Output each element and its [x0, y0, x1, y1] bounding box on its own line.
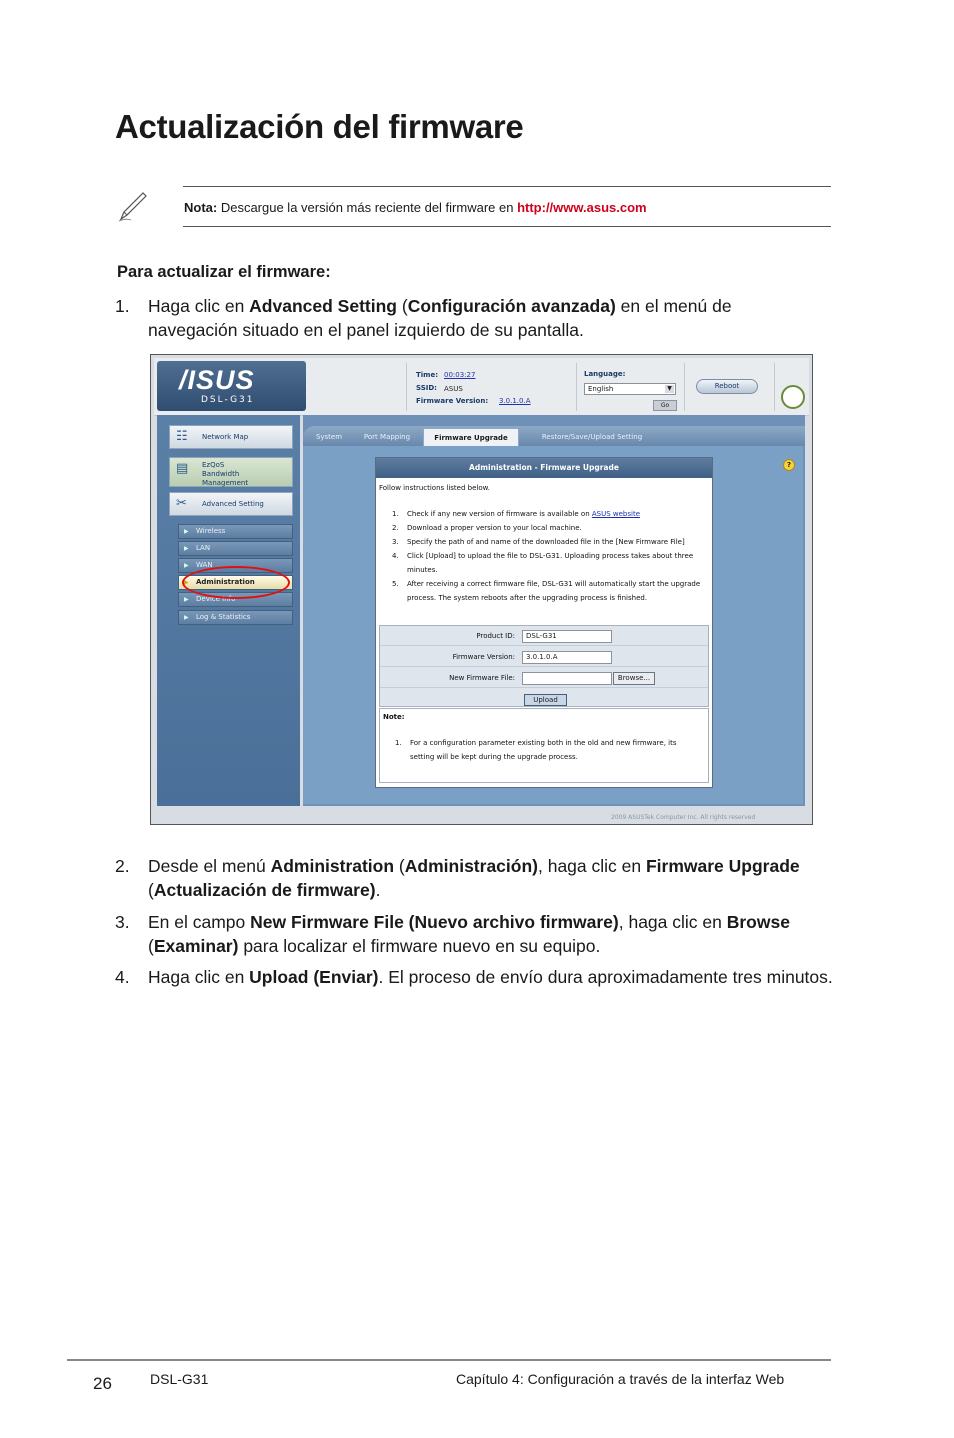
triangle-icon: ▶	[184, 596, 189, 603]
ui-header	[154, 358, 809, 416]
sidebar-sub-log-statistics[interactable]	[178, 610, 293, 625]
note-line: For a configuration parameter existing both in the old and new firmware, its	[410, 739, 677, 747]
page-number: 26	[93, 1374, 112, 1393]
firmware-value[interactable]: 3.0.1.0.A	[499, 397, 531, 405]
sidebar-sub-label: Log & Statistics	[196, 613, 251, 621]
sidebar-sub-label: Administration	[196, 578, 255, 586]
note-line: setting will be kept during the upgrade process.	[410, 753, 578, 761]
sidebar-sub-label: WAN	[196, 561, 213, 569]
firmware-upgrade-panel	[375, 457, 713, 788]
language-select[interactable]	[584, 383, 676, 395]
brand-logo-text: /ISUS	[179, 365, 255, 395]
sidebar-sub-label: LAN	[196, 544, 211, 552]
footer-chapter: Capítulo 4: Configuración a través de la interfaz Web	[456, 1371, 785, 1387]
instruction-text: Check if any new version of firmware is available on	[407, 510, 592, 518]
step-number: 3.	[115, 912, 130, 932]
highlight-circle	[182, 566, 290, 599]
firmware-version-field: 3.0.1.0.A	[522, 651, 612, 664]
step-text-segment: Administration	[270, 856, 395, 876]
go-button[interactable]: Go	[653, 400, 677, 411]
step-text-segment: Haga clic en	[148, 296, 250, 316]
upload-button[interactable]: Upload	[524, 694, 567, 706]
new-firmware-file-label: New Firmware File:	[449, 674, 515, 682]
product-id-label: Product ID:	[476, 632, 515, 640]
language-value: English	[588, 385, 614, 393]
instruction-4-cont: minutes.	[407, 566, 438, 574]
step-2-text	[148, 854, 808, 902]
instruction-1	[407, 510, 640, 519]
sidebar-sub-label: Wireless	[196, 527, 226, 535]
network-icon: ☷	[176, 429, 188, 444]
step-text-segment: Actualización de firmware)	[153, 880, 376, 900]
panel-title: Administration - Firmware Upgrade	[376, 458, 712, 478]
instruction-number: 4.	[392, 552, 399, 560]
sidebar-item-label: EzQoS Bandwidth Management	[202, 461, 249, 487]
step-text-segment: , haga clic en	[618, 912, 727, 932]
step-text-segment: New Firmware File (Nuevo archivo firmware)	[250, 912, 619, 932]
note-rule-bottom	[183, 226, 831, 227]
sidebar-sub-wireless[interactable]	[178, 524, 293, 539]
step-text-segment: (	[394, 856, 405, 876]
main-content	[303, 415, 805, 806]
sidebar-item-network-map[interactable]	[169, 425, 293, 449]
tab-system[interactable]: System	[315, 433, 343, 441]
asus-logo	[157, 361, 306, 411]
ssid-label: SSID:	[416, 384, 437, 392]
ssid-value: ASUS	[444, 385, 463, 393]
page-title: Actualización del firmware	[115, 108, 524, 145]
step-text-segment: Desde el menú	[148, 856, 271, 876]
tools-icon: ✂	[176, 496, 187, 511]
product-id-field: DSL-G31	[522, 630, 612, 643]
step-text-segment: , haga clic en	[537, 856, 646, 876]
sidebar-sub-label: Device Info	[196, 595, 236, 603]
sidebar-item-label: Network Map	[202, 433, 249, 441]
router-web-ui-screenshot	[150, 354, 813, 825]
new-firmware-file-input[interactable]	[522, 672, 612, 685]
step-text-segment: En el campo	[148, 912, 251, 932]
model-label: DSL-G31	[201, 395, 255, 405]
step-3-text	[148, 910, 808, 958]
step-text-segment: Haga clic en	[148, 967, 250, 987]
content-area	[303, 446, 803, 804]
procedure-heading: Para actualizar el firmware:	[117, 263, 331, 281]
triangle-icon: ▶	[184, 545, 189, 552]
instruction-2: Download a proper version to your local machine.	[407, 524, 582, 532]
note-box	[379, 708, 709, 783]
language-label: Language:	[584, 370, 626, 378]
instruction-number: 1.	[392, 510, 399, 518]
form-row-version	[380, 647, 708, 667]
asus-website-link[interactable]: ASUS website	[591, 510, 641, 518]
copyright: 2009 ASUSTek Computer Inc. All rights reserved	[611, 814, 756, 821]
sidebar	[157, 415, 300, 806]
step-text-segment: Upload (Enviar)	[249, 967, 379, 987]
sidebar-item-advanced-setting[interactable]	[169, 492, 293, 516]
step-number: 2.	[115, 856, 130, 876]
step-text-segment: Configuración avanzada)	[407, 296, 616, 316]
tab-port-mapping[interactable]: Port Mapping	[363, 433, 411, 441]
footer-rule	[67, 1359, 831, 1361]
firmware-version-label: Firmware Version:	[452, 653, 515, 661]
tab-firmware-upgrade[interactable]: Firmware Upgrade	[423, 428, 519, 446]
triangle-icon: ▶	[184, 579, 189, 586]
chevron-down-icon: ▼	[665, 385, 674, 393]
firmware-form	[379, 625, 709, 707]
step-text-segment: Advanced Setting	[249, 296, 397, 316]
step-text-segment: Administración)	[404, 856, 538, 876]
bandwidth-icon: ▤	[176, 461, 189, 476]
triangle-icon: ▶	[184, 614, 189, 621]
form-row-product	[380, 626, 708, 646]
sidebar-item-label: Advanced Setting	[202, 500, 264, 508]
form-row-file	[380, 668, 708, 688]
time-label: Time:	[416, 371, 439, 379]
tab-restore-save-upload[interactable]: Restore/Save/Upload Setting	[541, 433, 643, 441]
sidebar-item-ezqos[interactable]	[169, 457, 293, 487]
step-text-segment: Browse	[726, 912, 790, 932]
instruction-number: 2.	[392, 524, 399, 532]
instruction-number: 3.	[392, 538, 399, 546]
step-text-segment: (	[148, 936, 154, 956]
firmware-label: Firmware Version:	[416, 397, 489, 405]
instruction-3: Specify the path of and name of the downloaded file in the [New Firmware File]	[407, 538, 685, 546]
note-text: Descargue la versión más reciente del firmware en	[217, 200, 518, 215]
step-text-segment: Firmware Upgrade	[645, 856, 800, 876]
footer-model: DSL-G31	[150, 1371, 209, 1387]
instruction-5-cont: process. The system reboots after the upgrading process is finished.	[407, 594, 648, 602]
note-title: Note:	[383, 713, 405, 721]
instructions-intro: Follow instructions listed below.	[379, 484, 490, 492]
triangle-icon: ▶	[184, 528, 189, 535]
time-value[interactable]: 00:03:27	[444, 371, 476, 379]
step-text-segment: .	[375, 880, 381, 900]
step-text-segment: Examinar)	[153, 936, 239, 956]
step-text-segment: para localizar el firmware nuevo en su equipo.	[238, 936, 601, 956]
note-number: 1.	[395, 739, 402, 747]
step-number: 1.	[115, 296, 130, 316]
reboot-button[interactable]: Reboot	[696, 379, 758, 394]
instruction-number: 5.	[392, 580, 399, 588]
help-icon[interactable]: ?	[783, 459, 795, 471]
sidebar-sub-lan[interactable]	[178, 541, 293, 556]
step-text-segment: . El proceso de envío dura aproximadamente tres minutos.	[378, 967, 833, 987]
note-rule-top	[183, 186, 831, 187]
mascot-icon	[781, 385, 805, 409]
step-number: 4.	[115, 967, 130, 987]
note-url-link[interactable]: http://www.asus.com	[517, 200, 647, 215]
note-label: Nota:	[184, 200, 218, 215]
browse-button[interactable]: Browse...	[613, 672, 655, 685]
step-text-segment: (	[396, 296, 408, 316]
note	[184, 200, 647, 215]
step-1-text	[148, 294, 808, 342]
step-4-text	[148, 965, 838, 989]
step-text-segment: (	[148, 880, 154, 900]
triangle-icon: ▶	[184, 562, 189, 569]
instruction-4: Click [Upload] to upload the file to DSL-G31. Uploading process takes about three	[407, 552, 694, 560]
instruction-5: After receiving a correct firmware file, DSL-G31 will automatically start the upgrade	[407, 580, 701, 588]
step-text-segment: en el menú de navegación situado en el panel izquierdo de su pantalla.	[148, 296, 732, 340]
pencil-icon	[115, 188, 151, 224]
